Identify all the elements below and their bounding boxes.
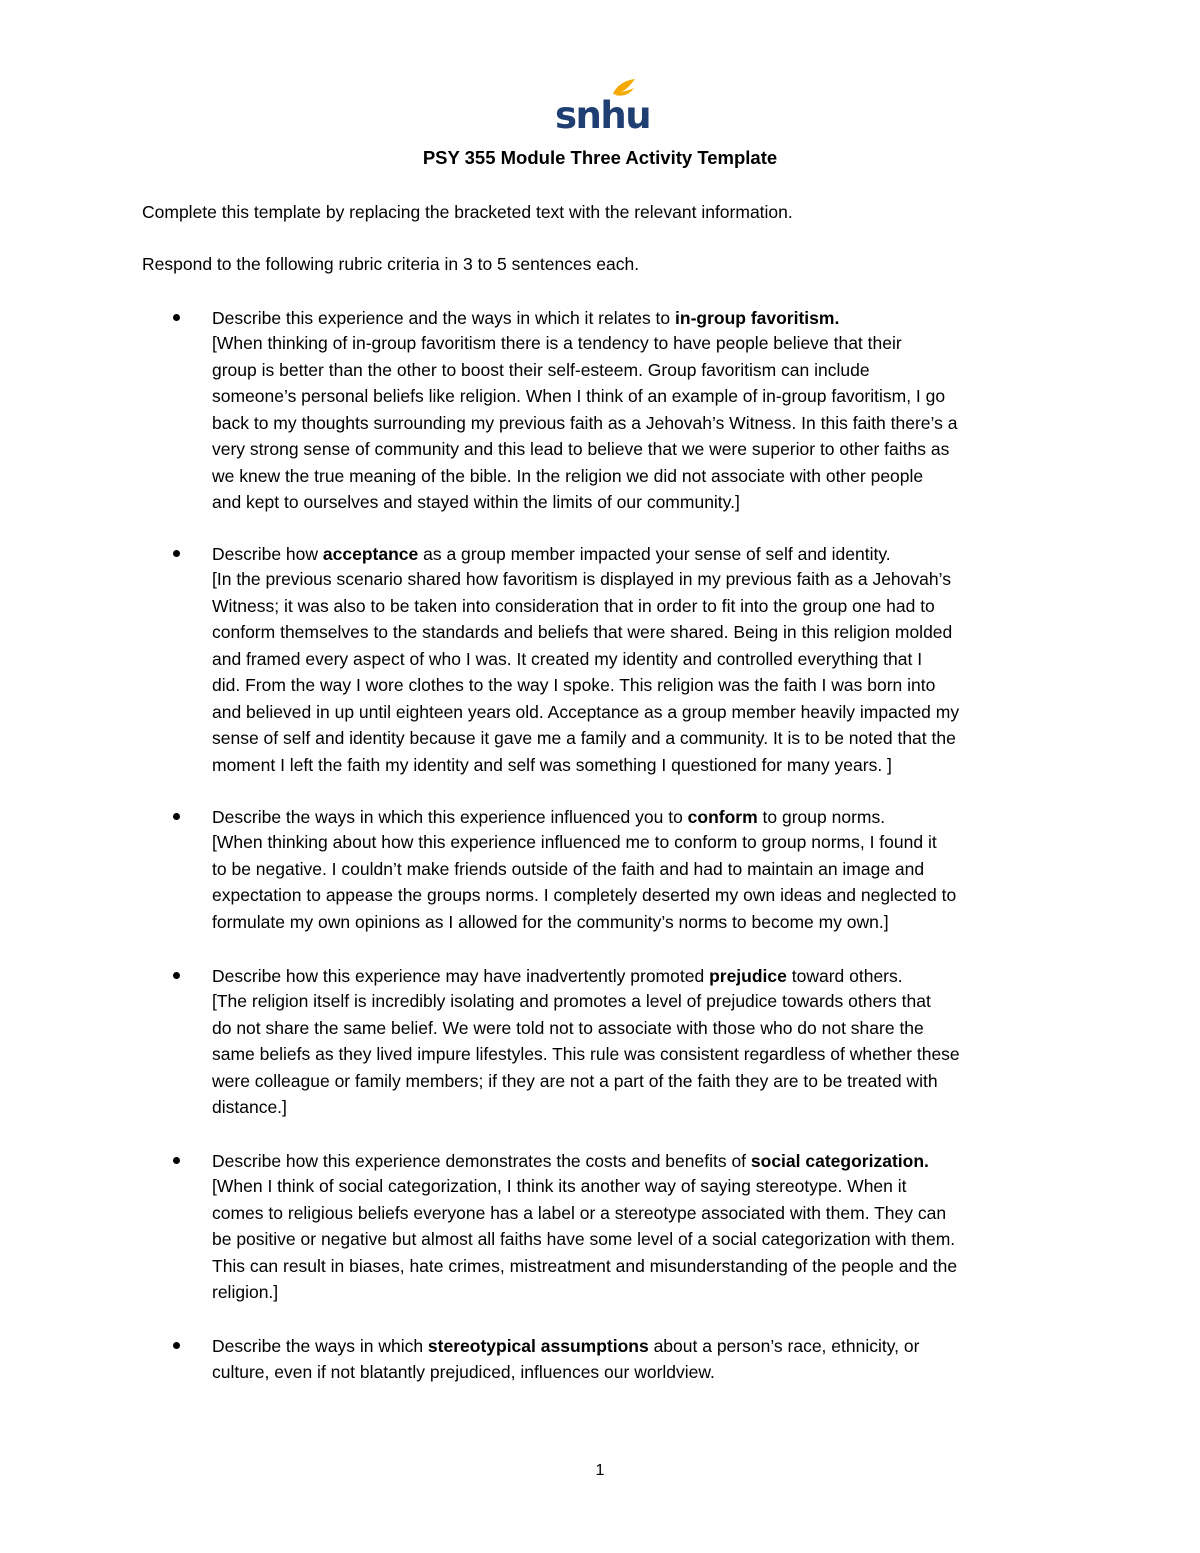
rubric-answer: [When thinking about how this experience influenced me to conform to group norms, I found it to be negative. I couldn’t make friends outside of the faith and had to maintain an image and expectation to appease the groups norms. I completely deserted my own ideas and neglected to formulate my own opinions as I allowed for the community’s norms to become my own.] [212, 832, 957, 932]
bullet-icon [173, 550, 180, 557]
bullet-icon [173, 1157, 180, 1164]
svg-text:snhu: snhu [555, 94, 651, 137]
bullet-icon [173, 972, 180, 979]
rubric-question-continued: culture, even if not blatantly prejudiced, influences our worldview. [212, 1362, 715, 1382]
page-title: PSY 355 Module Three Activity Template [422, 147, 778, 168]
bullet-icon [173, 314, 180, 321]
bullet-icon [173, 1342, 180, 1349]
rubric-question: Describe how acceptance as a group member impacted your sense of self and identity. [212, 544, 891, 564]
bullet-icon [173, 813, 180, 820]
instruction-complete-template: Complete this template by replacing the bracketed text with the relevant information. [142, 202, 793, 222]
instruction-respond: Respond to the following rubric criteria in 3 to 5 sentences each. [142, 254, 640, 274]
rubric-answer: [In the previous scenario shared how favoritism is displayed in my previous faith as a Jehovah’s Witness; it was also to be taken into consideration that in order to fit into the group one had to conform themselves to the standards and beliefs that were shared. Being in this religion molded and framed every aspect of who I was. It created my identity and controlled everything that I did. From the way I wore clothes to the way I spoke. This religion was the faith I was born into and believed in up until eighteen years old. Acceptance as a group member heavily impacted my sense of self and identity because it gave me a family and a community. It is to be noted that the moment I left the faith my identity and self was something I questioned for many years. ] [212, 569, 960, 775]
rubric-question: Describe the ways in which this experience influenced you to conform to group norms. [212, 807, 886, 827]
rubric-answer: [When thinking of in-group favoritism there is a tendency to have people believe that their group is better than the other to boost their self-esteem. Group favoritism can include someone’s personal beliefs like religion. When I think of an example of in-group favoritism, I go back to my thoughts surrounding my previous faith as a Jehovah’s Witness. In this faith there’s a very strong sense of community and this lead to believe that we were superior to other faiths as we knew the true meaning of the bible. In the religion we did not associate with other people and kept to ourselves and stayed within the limits of our community.] [212, 333, 958, 512]
rubric-question: Describe how this experience demonstrates the costs and benefits of social categorization. [212, 1151, 929, 1171]
rubric-answer: [When I think of social categorization, I think its another way of saying stereotype. When it comes to religious beliefs everyone has a label or a stereotype associated with them. They can be positive or negative but almost all faiths have some level of a social categorization with them. This can result in biases, hate crimes, mistreatment and misunderstanding of the people and the religion.] [212, 1176, 958, 1302]
rubric-question: Describe this experience and the ways in which it relates to in-group favoritism. [212, 308, 840, 328]
page-number: 1 [595, 1462, 605, 1479]
snhu-logo [555, 78, 651, 137]
rubric-question: Describe how this experience may have inadvertently promoted prejudice toward others. [212, 966, 903, 986]
rubric-question: Describe the ways in which stereotypical assumptions about a person’s race, ethnicity, or [212, 1336, 920, 1356]
rubric-answer: [The religion itself is incredibly isolating and promotes a level of prejudice towards others that do not share the same belief. We were told not to associate with those who do not share the same beliefs as they lived impure lifestyles. This rule was consistent regardless of whether these were colleague or family members; if they are not a part of the faith they are to be treated with distance.] [212, 991, 960, 1117]
